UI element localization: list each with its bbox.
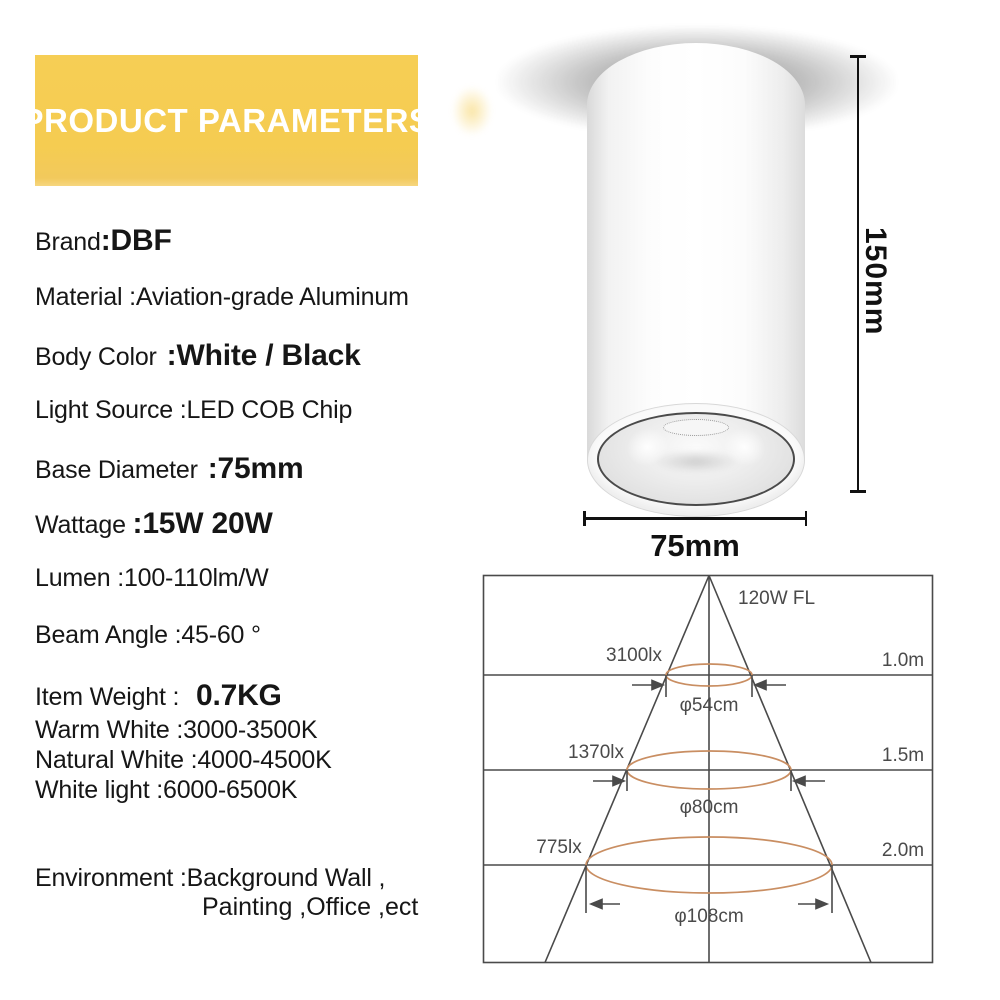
param-label: Base Diameter [35, 456, 198, 484]
height-label-1m: 1.0m [881, 650, 925, 671]
param-value: :Background Wall , [179, 864, 386, 892]
param-row-base-diameter [35, 452, 303, 486]
param-label: Natural White [35, 746, 184, 774]
diameter-label-2m: φ108cm [674, 906, 744, 927]
param-value: :DBF [100, 224, 172, 257]
downlight-cylinder-photo [587, 43, 805, 460]
param-label: White light [35, 776, 150, 804]
lux-label-1m: 3100lx [606, 645, 662, 666]
param-label: Environment [35, 864, 174, 892]
width-dimension-line [583, 517, 807, 520]
lux-label-2m: 775lx [536, 837, 582, 858]
banner-glow-decoration [452, 86, 492, 136]
param-label: Beam Angle [35, 621, 168, 649]
diagram-border [484, 576, 933, 963]
param-row-body-color [35, 339, 361, 373]
param-value: :4000-4500K [190, 746, 332, 774]
lens-ring [597, 412, 795, 506]
param-label: Light Source [35, 396, 173, 424]
param-value: :Aviation-grade Aluminum [129, 283, 409, 311]
param-value: :45-60 ° [174, 621, 261, 649]
param-row-lumen [35, 564, 269, 593]
page-title: PRODUCT PARAMETERS [21, 101, 432, 139]
downlight-lens-face [587, 403, 805, 517]
param-value: :3000-3500K [176, 716, 318, 744]
param-label: Warm White [35, 716, 170, 744]
param-value: :White / Black [166, 339, 361, 372]
diagram-title: 120W FL [738, 588, 816, 609]
title-banner [21, 55, 432, 186]
height-dimension-cap-bottom [850, 490, 866, 493]
height-dimension-cap-top [850, 55, 866, 58]
param-value: 0.7KG [195, 679, 282, 712]
lens-inner-shading [653, 450, 738, 473]
param-row-light-source [35, 396, 352, 425]
height-dimension-label: 150mm [859, 227, 892, 336]
param-row-wattage [35, 507, 273, 541]
lux-label-1-5m: 1370lx [568, 742, 624, 763]
height-label-1-5m: 1.5m [881, 745, 925, 766]
param-label: Item Weight : [35, 683, 180, 711]
param-label: Brand [35, 228, 101, 256]
param-row-beam-angle [35, 621, 261, 650]
param-environment-line2: Painting ,Office ,ect [202, 893, 419, 921]
param-label: Body Color [35, 343, 157, 371]
beam-spread-diagram [480, 572, 936, 966]
param-value: :100-110lm/W [117, 564, 269, 592]
param-label: Lumen [35, 564, 111, 592]
param-value: :6000-6500K [156, 776, 298, 804]
param-value: :75mm [207, 452, 304, 485]
width-dimension-cap-left [583, 511, 586, 526]
width-dimension-cap-right [805, 511, 808, 526]
param-row-environment [35, 864, 385, 893]
param-row-brand [35, 224, 172, 258]
param-value: :15W 20W [132, 507, 273, 540]
diameter-label-1-5m: φ80cm [679, 797, 739, 818]
param-value: :LED COB Chip [179, 396, 353, 424]
param-label: Wattage [35, 511, 126, 539]
beam-cone-right [709, 576, 871, 963]
param-row-material [35, 283, 409, 312]
diameter-label-1m: φ54cm [679, 695, 739, 716]
param-row-white-light [35, 776, 297, 805]
led-module-detail [663, 419, 729, 436]
param-row-natural-white [35, 746, 332, 775]
param-row-warm-white [35, 716, 317, 745]
param-label: Material [35, 283, 123, 311]
width-dimension-label: 75mm [650, 528, 740, 563]
height-label-2m: 2.0m [881, 840, 925, 861]
param-row-item-weight [35, 679, 282, 713]
